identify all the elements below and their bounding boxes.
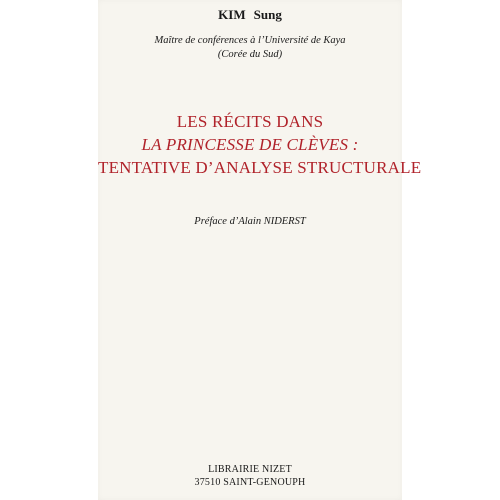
preface-credit: Préface d’Alain NIDERST [194,216,306,227]
book-title-line-1: LES RÉCITS DANS [176,112,324,131]
book-title-line-2: LA PRINCESSE DE CLÈVES : [141,135,359,154]
author-country: (Corée du Sud) [217,49,283,60]
author-affiliation: Maître de conférences à l’Université de Kaya [154,35,346,46]
author-first-name: Sung [253,7,282,22]
book-cover [98,0,422,500]
publisher-address: 37510 SAINT-GENOUPH [194,477,306,488]
publisher-name: LIBRAIRIE NIZET [208,464,292,475]
author-last-name: KIM [218,7,246,22]
book-subtitle: TENTATIVE D’ANALYSE STRUCTURALE [98,158,422,177]
author-name [98,7,402,23]
